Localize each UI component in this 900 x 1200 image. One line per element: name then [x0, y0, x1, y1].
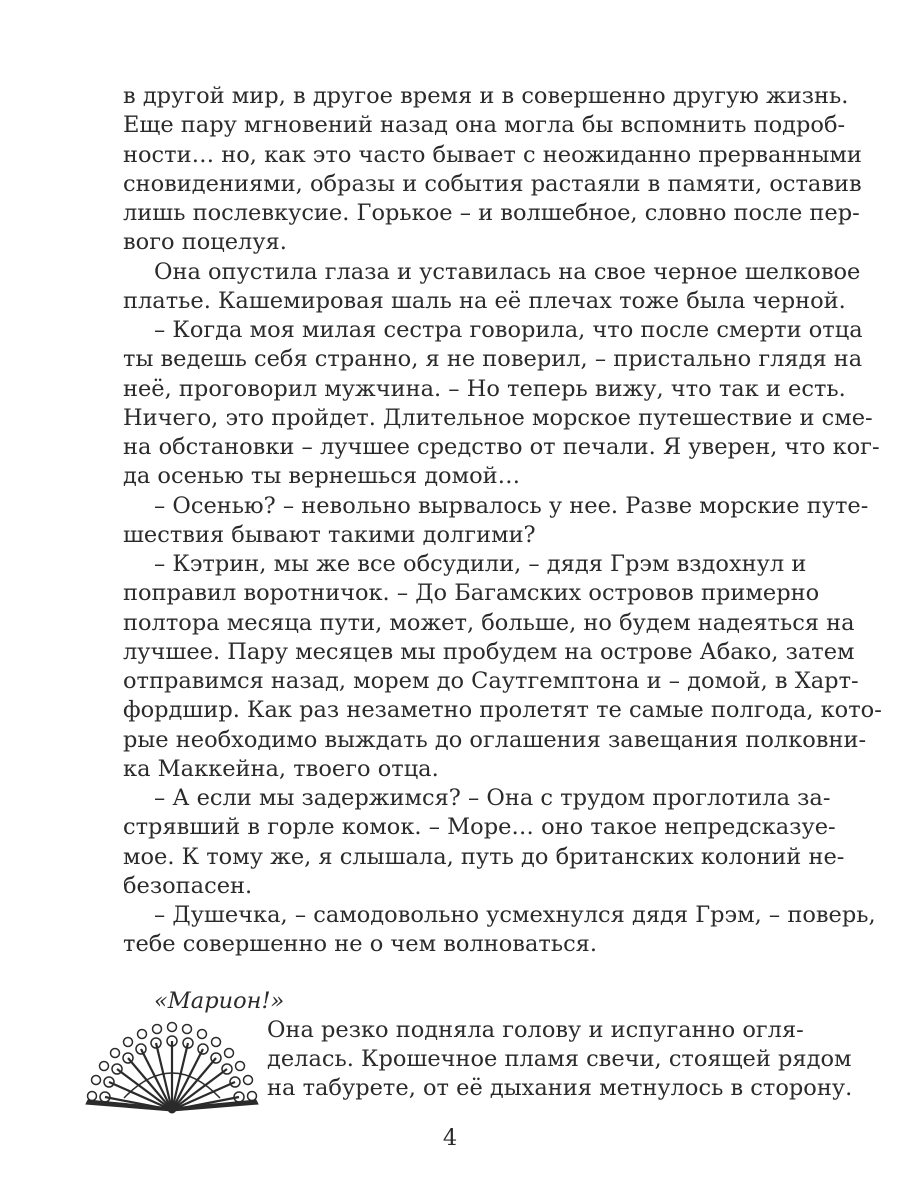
text-line: неё, проговорил мужчина. – Но теперь вижу, что так и есть.	[123, 376, 846, 402]
text-line: Ничего, это пройдет. Длительное морское путешествие и сме-	[123, 405, 873, 431]
text-line: ты ведешь себя странно, я не поверил, – пристально глядя на	[123, 346, 863, 372]
text-line: Она резко подняла голову и испуганно огля-	[267, 1017, 804, 1043]
text-line: – Осенью? – невольно вырвалось у нее. Разве морские путе-	[154, 493, 869, 519]
text-line: безопасен.	[123, 873, 253, 899]
page-number: 4	[442, 1125, 458, 1151]
text-line: мое. К тому же, я слышала, путь до британских колоний не-	[123, 844, 845, 870]
text-line: на табурете, от её дыхания метнулось в сторону.	[267, 1075, 853, 1101]
text-line: полтора месяца пути, может, больше, но будем надеяться на	[123, 610, 855, 636]
text-line: поправил воротничок. – До Багамских островов примерно	[123, 580, 820, 606]
text-line: стрявший в горле комок. – Море… оно такое непредсказуе-	[123, 814, 836, 840]
text-line: Она опустила глаза и уставилась на свое черное шелковое	[154, 259, 861, 285]
text-line: – Кэтрин, мы же все обсудили, – дядя Грэм вздохнул и	[154, 551, 807, 577]
text-line: да осенью ты вернешься домой…	[123, 463, 521, 489]
text-line: платье. Кашемировая шаль на её плечах тоже была черной.	[123, 288, 846, 314]
text-line: на обстановки – лучшее средство от печали. Я уверен, что ког-	[123, 434, 880, 460]
text-line: рые необходимо выждать до оглашения завещания полковни-	[123, 727, 867, 753]
text-line: ка Маккейна, твоего отца.	[123, 756, 439, 782]
text-line: ности… но, как это часто бывает с неожиданно прерванными	[123, 142, 862, 168]
text-line: лучшее. Пару месяцев мы пробудем на острове Абако, затем	[123, 639, 855, 665]
text-line: отправимся назад, морем до Саутгемптона и – домой, в Харт-	[123, 668, 859, 694]
epigraph: «Марион!»	[154, 988, 285, 1014]
text-line: в другой мир, в другое время и в совершенно другую жизнь.	[123, 83, 849, 109]
text-line: Еще пару мгновений назад она могла бы вспомнить подроб-	[123, 112, 846, 138]
text-line: лишь послевкусие. Горькое – и волшебное, словно после пер-	[123, 200, 860, 226]
text-line: – А если мы задержимся? – Она с трудом проглотила за-	[154, 785, 831, 811]
text-line: тебе совершенно не о чем волноваться.	[123, 931, 598, 957]
text-line: – Когда моя милая сестра говорила, что после смерти отца	[154, 317, 863, 343]
hand-fan-icon	[84, 1018, 260, 1114]
text-line: вого поцелуя.	[123, 229, 287, 255]
text-line: делась. Крошечное пламя свечи, стоящей рядом	[267, 1046, 852, 1072]
text-line: фордшир. Как раз незаметно пролетят те самые полгода, кото-	[123, 697, 882, 723]
text-line: шествия бывают такими долгими?	[123, 522, 536, 548]
text-line: – Душечка, – самодовольно усмехнулся дядя Грэм, – поверь,	[154, 902, 876, 928]
text-line: сновидениями, образы и события растаяли в памяти, оставив	[123, 171, 862, 197]
